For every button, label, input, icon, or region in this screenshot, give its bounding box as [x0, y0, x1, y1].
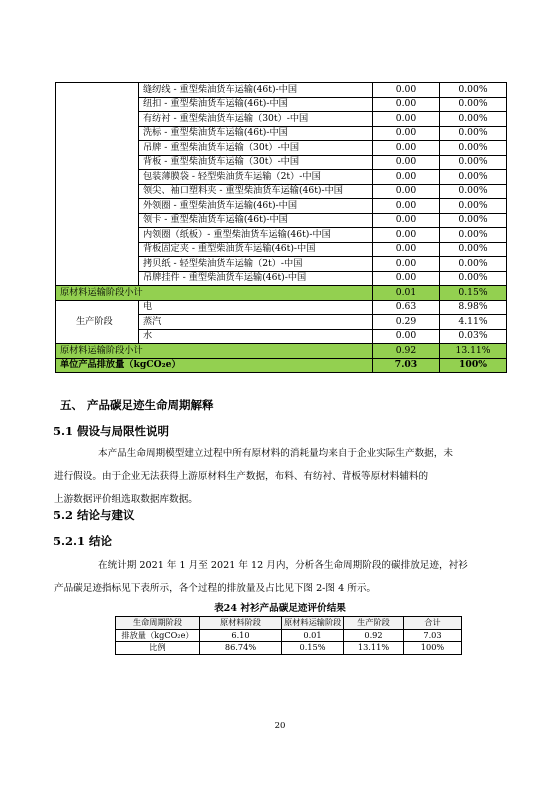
total-label: 单位产品排放量（kgCO₂e） [56, 358, 373, 373]
section-5-1-paragraph [54, 442, 506, 511]
row-label: 排放量（kgCO₂e） [116, 629, 200, 642]
section-5-2-1-paragraph [54, 554, 506, 600]
value-cell: 0.00 [373, 155, 440, 170]
item-cell: 吊牌 - 重型柴油货车运输（30t）-中国 [139, 141, 373, 156]
value-cell: 0.00 [373, 242, 440, 257]
percent-cell: 0.00% [440, 184, 507, 199]
value-cell: 0.00 [373, 112, 440, 127]
value-cell: 0.00 [373, 170, 440, 185]
value-cell: 0.29 [373, 315, 440, 330]
header-cell: 生产阶段 [344, 617, 404, 630]
table-24-caption: 表24 衬衫产品碳足迹评价结果 [214, 603, 346, 614]
page-number: 20 [274, 721, 286, 731]
header-cell: 原材料阶段 [200, 617, 282, 630]
row-label: 比例 [116, 642, 200, 655]
percent-cell: 0.00% [440, 213, 507, 228]
group-cell [56, 83, 139, 286]
percent-cell: 0.00% [440, 126, 507, 141]
item-cell: 包装薄膜袋 - 轻型柴油货车运输（2t）-中国 [139, 170, 373, 185]
percent-cell: 0.00% [440, 155, 507, 170]
percent-cell: 8.98% [440, 300, 507, 315]
item-cell: 洗标 - 重型柴油货车运输(46t)-中国 [139, 126, 373, 141]
value-cell: 0.00 [373, 141, 440, 156]
item-cell: 拷贝纸 - 轻型柴油货车运输（2t）-中国 [139, 257, 373, 272]
item-cell: 缝纫线 - 重型柴油货车运输(46t)-中国 [139, 83, 373, 98]
value-cell: 0.00 [373, 97, 440, 112]
percent-cell: 0.00% [440, 141, 507, 156]
subtotal-label: 原材料运输阶段小计 [56, 286, 373, 301]
value-cell: 0.00 [373, 257, 440, 272]
section-5-2-heading: 5.2 结论与建议 [53, 508, 135, 522]
percent-cell: 0.00% [440, 199, 507, 214]
percent-cell: 0.00% [440, 271, 507, 286]
table-cell: 13.11% [344, 642, 404, 655]
table-row [116, 629, 462, 642]
table-cell: 7.03 [404, 629, 462, 642]
item-cell: 电 [139, 300, 373, 315]
header-cell: 生命周期阶段 [116, 617, 200, 630]
paragraph-line: 产品碳足迹指标见下表所示，各个过程的排放量及占比见下图 2-图 4 所示。 [54, 583, 377, 594]
table-24 [115, 616, 462, 655]
subtotal-percent: 0.15% [440, 286, 507, 301]
value-cell: 0.00 [373, 329, 440, 344]
table-cell: 86.74% [200, 642, 282, 655]
value-cell: 0.00 [373, 271, 440, 286]
subtotal-value: 0.01 [373, 286, 440, 301]
section-5-heading: 五、 产品碳足迹生命周期解释 [60, 398, 214, 412]
section-5-1-heading: 5.1 假设与局限性说明 [53, 424, 170, 438]
percent-cell: 0.00% [440, 170, 507, 185]
item-cell: 领尖、袖口塑料夹 - 重型柴油货车运输(46t)-中国 [139, 184, 373, 199]
total-value: 7.03 [373, 358, 440, 373]
item-cell: 吊牌挂件 - 重型柴油货车运输(46t)-中国 [139, 271, 373, 286]
value-cell: 0.63 [373, 300, 440, 315]
section-5-2-1-heading: 5.2.1 结论 [53, 534, 113, 548]
percent-cell: 0.00% [440, 257, 507, 272]
value-cell: 0.00 [373, 126, 440, 141]
table-row [56, 344, 507, 359]
item-cell: 纽扣 - 重型柴油货车运输(46t)-中国 [139, 97, 373, 112]
paragraph-line: 在统计期 2021 年 1 月至 2021 年 12 月内，分析各生命周期阶段的碳排放足迹，衬衫 [98, 560, 468, 571]
percent-cell: 0.00% [440, 242, 507, 257]
paragraph-line: 进行假设。由于企业无法获得上游原材料生产数据，布料、有纺衬、背板等原材料辅料的 [54, 471, 429, 482]
paragraph-line: 上游数据评价组选取数据库数据。 [54, 494, 198, 505]
subtotal-percent: 13.11% [440, 344, 507, 359]
percent-cell: 0.00% [440, 97, 507, 112]
item-cell: 内领圈（纸板）- 重型柴油货车运输(46t)-中国 [139, 228, 373, 243]
value-cell: 0.00 [373, 213, 440, 228]
value-cell: 0.00 [373, 199, 440, 214]
item-cell: 有纺衬 - 重型柴油货车运输（30t）-中国 [139, 112, 373, 127]
percent-cell: 0.00% [440, 112, 507, 127]
table-cell: 0.01 [282, 629, 344, 642]
value-cell: 0.00 [373, 83, 440, 98]
table-cell: 0.92 [344, 629, 404, 642]
percent-cell: 0.00% [440, 83, 507, 98]
item-cell: 外领圈 - 重型柴油货车运输(46t)-中国 [139, 199, 373, 214]
table-row [56, 286, 507, 301]
table-cell: 0.15% [282, 642, 344, 655]
table-cell: 100% [404, 642, 462, 655]
paragraph-line: 本产品生命周期模型建立过程中所有原材料的消耗量均来自于企业实际生产数据，未 [98, 448, 453, 459]
total-percent: 100% [440, 358, 507, 373]
table-row [56, 358, 507, 373]
percent-cell: 0.00% [440, 228, 507, 243]
emission-detail-table [55, 82, 507, 373]
table-row [56, 83, 507, 98]
item-cell: 背板固定夹 - 重型柴油货车运输(46t)-中国 [139, 242, 373, 257]
header-cell: 合计 [404, 617, 462, 630]
header-cell: 原材料运输阶段 [282, 617, 344, 630]
table-cell: 6.10 [200, 629, 282, 642]
subtotal-label: 原材料运输阶段小计 [56, 344, 373, 359]
subtotal-value: 0.92 [373, 344, 440, 359]
percent-cell: 0.03% [440, 329, 507, 344]
table-row [56, 300, 507, 315]
value-cell: 0.00 [373, 228, 440, 243]
table-row [116, 642, 462, 655]
percent-cell: 4.11% [440, 315, 507, 330]
item-cell: 背板 - 重型柴油货车运输（30t）-中国 [139, 155, 373, 170]
value-cell: 0.00 [373, 184, 440, 199]
table-24-header-row [116, 617, 462, 630]
item-cell: 蒸汽 [139, 315, 373, 330]
production-group-cell: 生产阶段 [56, 300, 139, 344]
item-cell: 领卡 - 重型柴油货车运输(46t)-中国 [139, 213, 373, 228]
item-cell: 水 [139, 329, 373, 344]
